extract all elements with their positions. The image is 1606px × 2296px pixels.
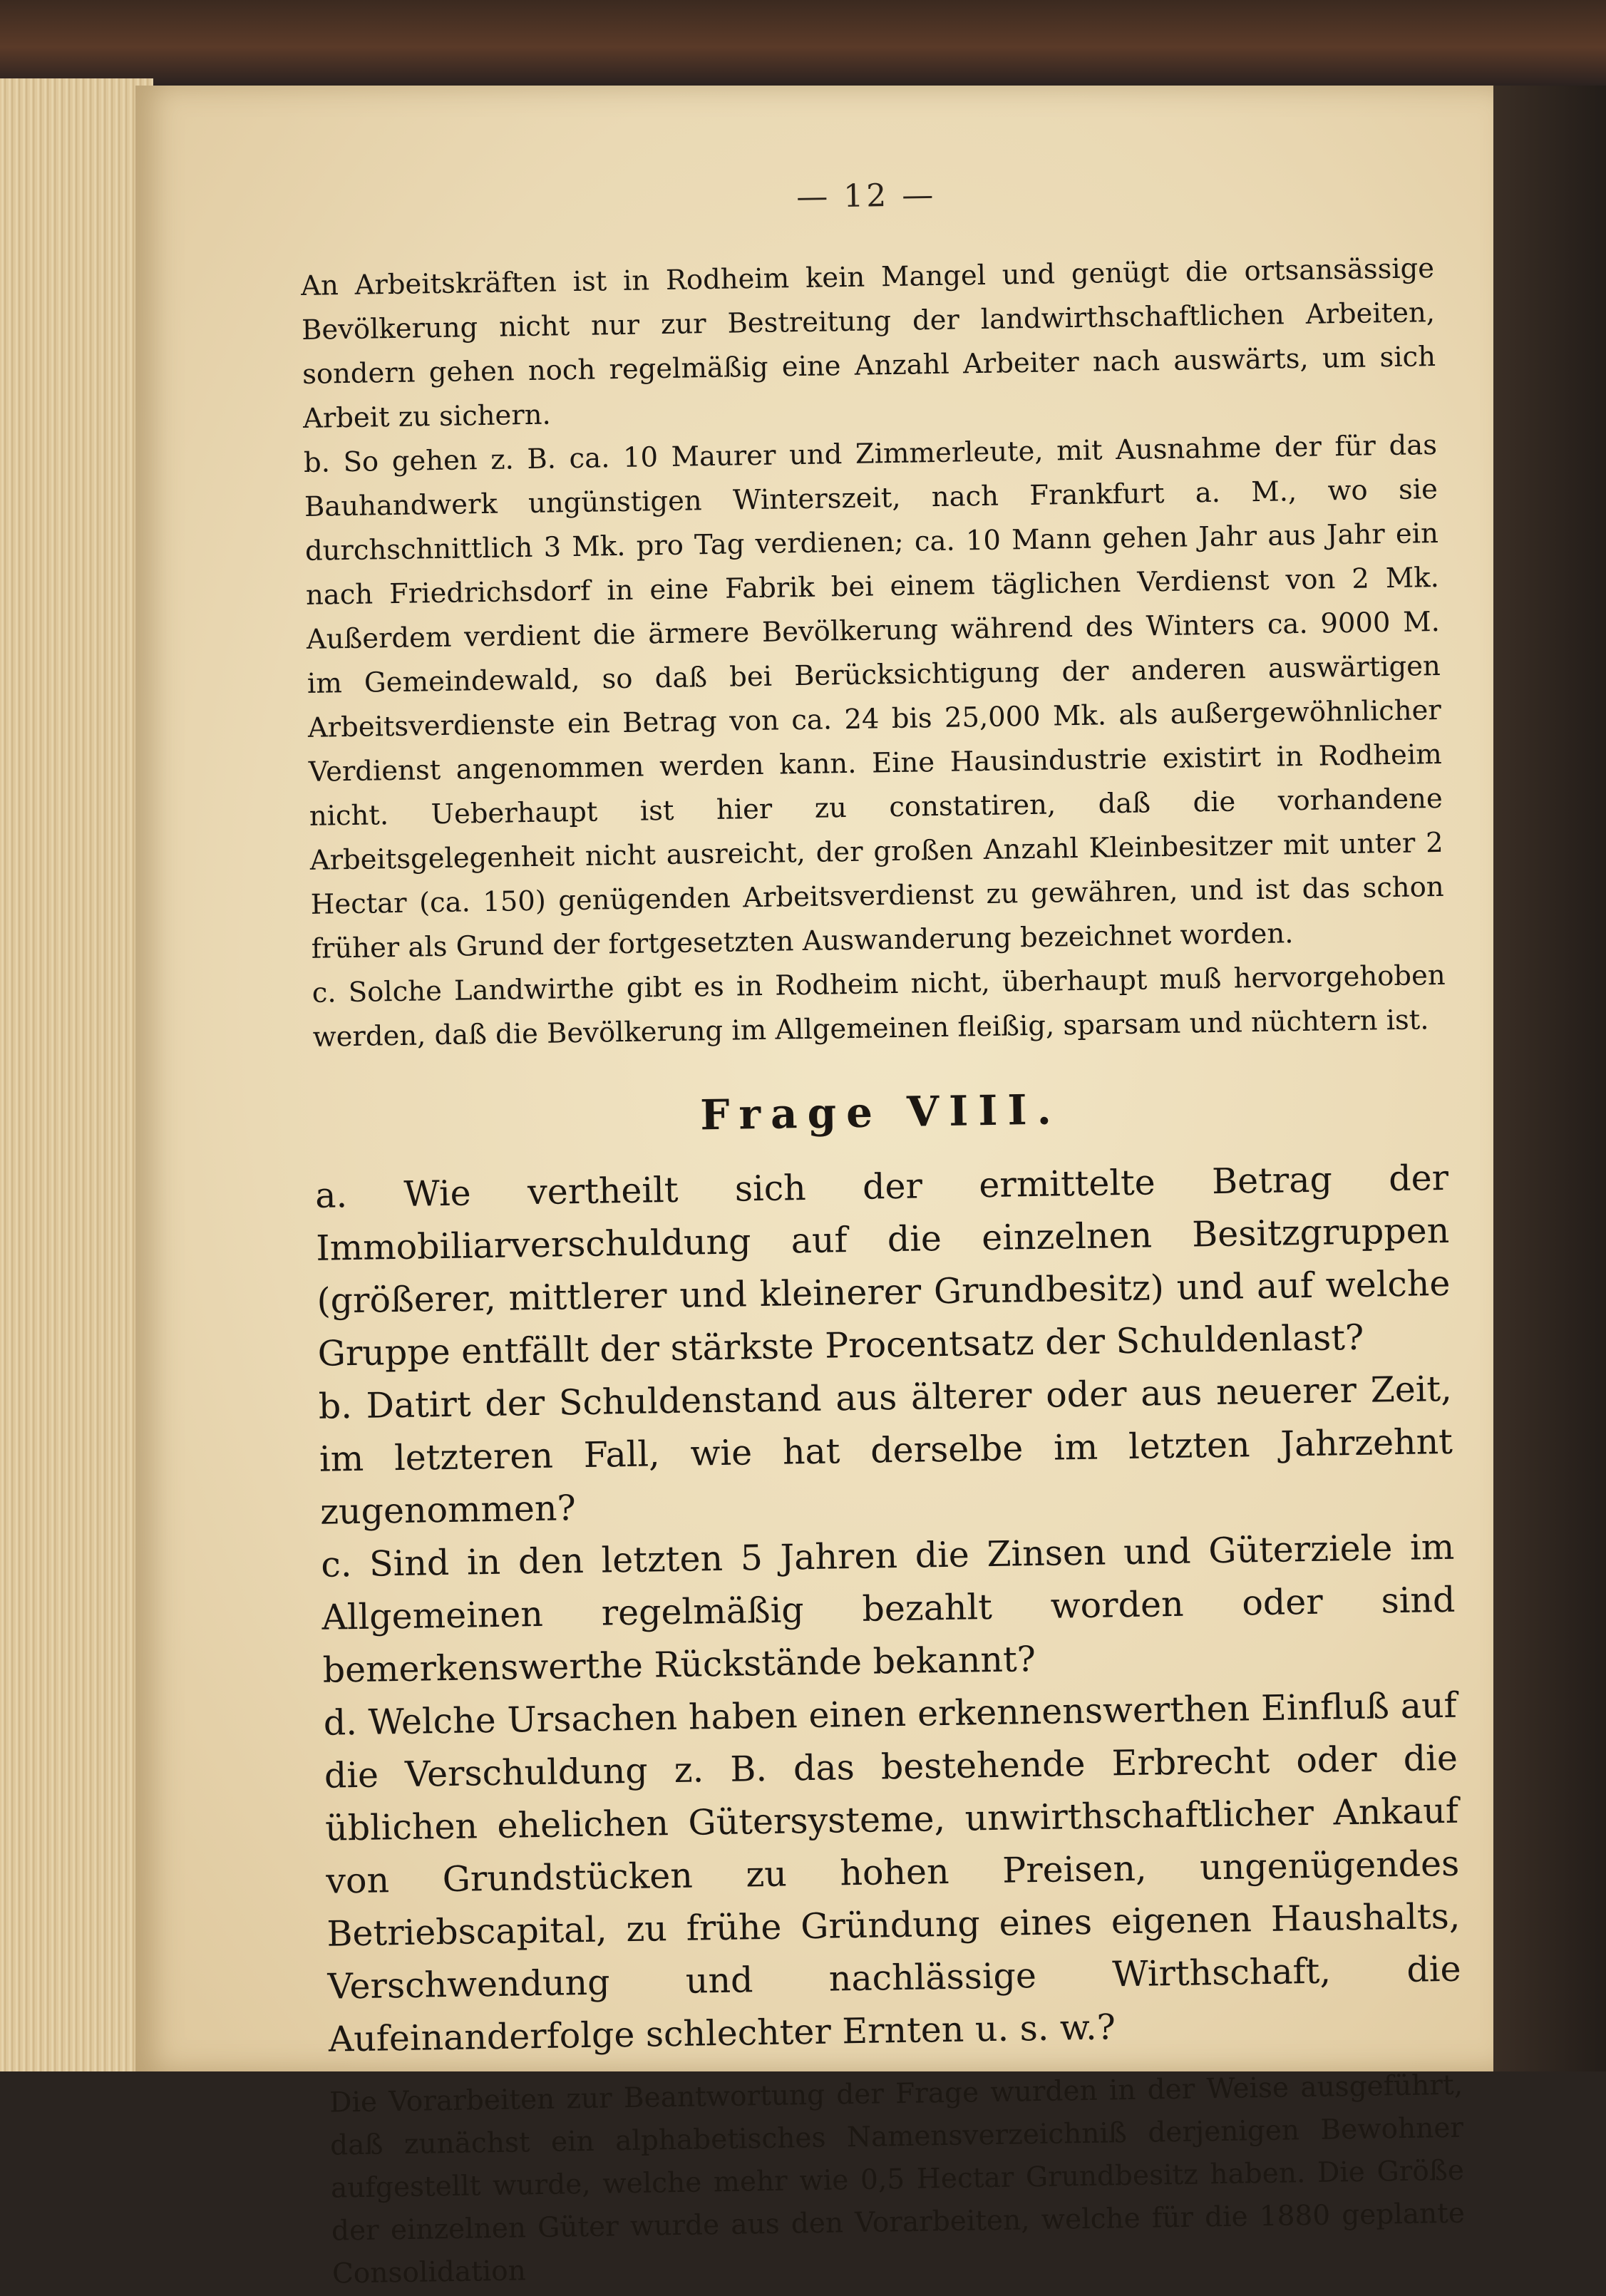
paragraph-b: b. So gehen z. B. ca. 10 Maurer und Zimmerleute, mit Ausnahme der für das Bauhandwerk ungünstigen Winterszeit, nach Frankfurt a. M., wo sie durchschnittlich 3 Mk. pro Tag verdienen; ca. 10 Mann gehen Jahr aus Jahr ein nach Friedrichsdorf in eine Fabrik bei einem täglichen Verdienst von 2 Mk. Außerdem verdient die ärmere Bevölkerung während des Winters ca. 9000 M. im Gemeindewald, so daß bei Berücksichtigung der anderen auswärtigen Arbeitsverdienste ein Betrag von ca. 24 bis 25,000 Mk. als außergewöhnlicher Verdienst angenommen werden kann. Eine Hausindustrie existirt in Rodheim nicht. Ueberhaupt ist hier zu constatiren, daß die vorhandene Arbeitsgelegenheit nicht ausreicht, der großen Anzahl Kleinbesitzer mit unter 2 Hectar (ca. 150) genügenden Arbeitsverdienst zu gewähren, und ist das schon früher als Grund der fortgesetzten Auswanderung bezeichnet worden. <box>303 428 1444 965</box>
question-a: a. Wie vertheilt sich der ermittelte Betrag der Immobiliarverschuldung auf die einzelnen Besitzgruppen (größerer, mittlerer und kleinerer Grundbesitz) und auf welche Gruppe entfällt der stärkste Procentsatz der Schuldenlast? <box>314 1157 1451 1374</box>
paragraph-c: c. Solche Landwirthe gibt es in Rodheim nicht, überhaupt muß hervorgehoben werden, daß die Bevölkerung im Allgemeinen fleißig, sparsam und nüchtern ist. <box>312 959 1446 1054</box>
page-stack-edge <box>0 78 153 2071</box>
page-number: — 12 — <box>796 176 937 216</box>
question-c: c. Sind in den letzten 5 Jahren die Zinsen und Güterziele im Allgemeinen regelmäßig bezahlt worden oder sind bemerkenswerthe Rückstände bekannt? <box>320 1526 1456 1691</box>
book-cover-edge <box>0 0 1606 86</box>
background-right <box>1493 86 1606 2071</box>
answer-paragraph: Die Vorarbeiten zur Beantwortung der Frage wurden in der Weise ausgeführt, daß zunächst ein alphabetisches Namensverzeichniß derjenigen Bewohner aufgestellt wurde, welche mehr wie 0,5 Hectar Grundbesitz haben. Die Größe der einzelnen Güter wurde aus den Vorarbeiten, welche für die 1880 geplante Consolidation <box>329 2069 1466 2290</box>
question-b: b. Datirt der Schuldenstand aus älterer oder aus neuerer Zeit, im letzteren Fall, wie hat derselbe im letzten Jahrzehnt zugenommen? <box>318 1368 1453 1533</box>
page-text <box>299 169 1466 2296</box>
question-d: d. Welche Ursachen haben einen erkennenswerthen Einfluß auf die Verschuldung z. B. das bestehende Erbrecht oder die üblichen ehelichen Gütersysteme, unwirthschaftlicher Ankauf von Grundstücken zu hohen Preisen, ungenügendes Betriebscapital, zu frühe Gründung eines eigenen Haushalts, Verschwendung und nachlässige Wirthschaft, die Aufeinanderfolge schlechter Ernten u. s. w.? <box>323 1684 1461 2060</box>
intro-paragraph: An Arbeitskräften ist in Rodheim kein Mangel und genügt die ortsansässige Bevölkerung nicht nur zur Bestreitung der landwirthschaftlichen Arbeiten, sondern gehen noch regelmäßig eine Anzahl Arbeiter nach auswärts, um sich Arbeit zu sichern. <box>300 252 1436 435</box>
section-heading: Frage VIII. <box>699 1085 1062 1140</box>
